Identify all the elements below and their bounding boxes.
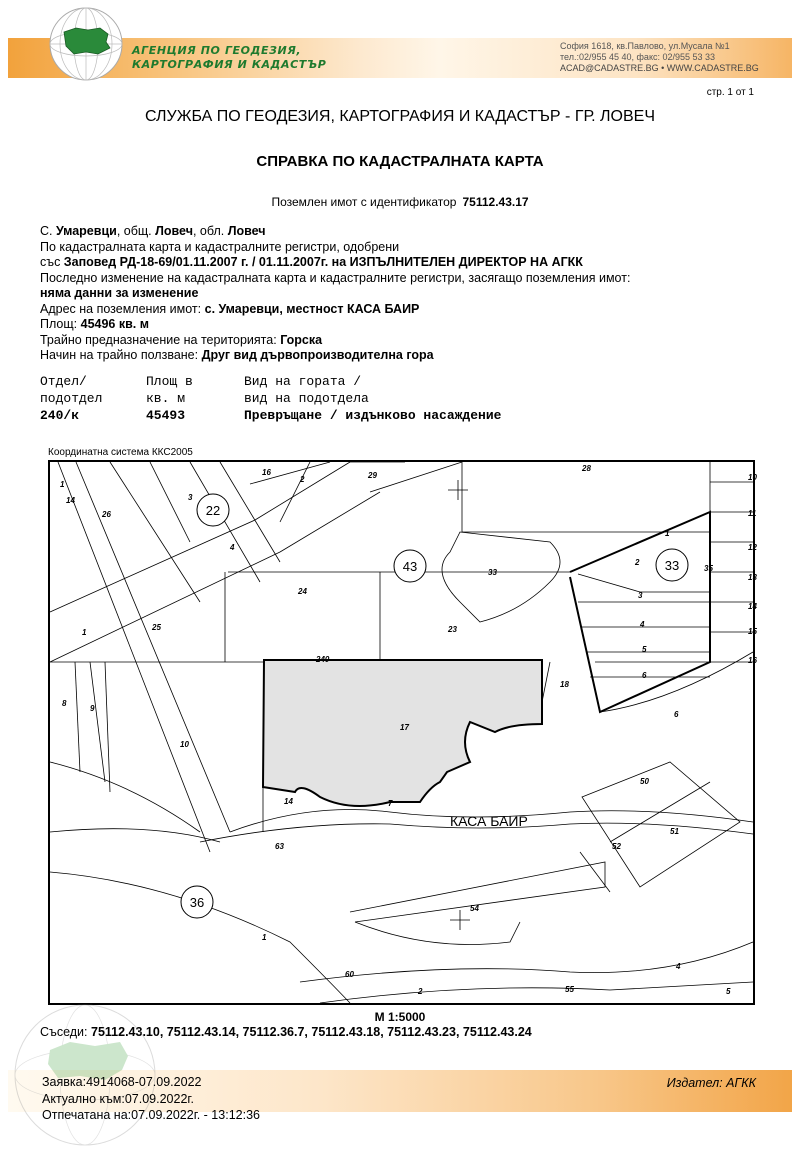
village-name: Умаревци — [55, 224, 117, 238]
actual-date: Актуално към:07.09.2022г. — [42, 1091, 194, 1106]
parcel-number: 55 — [565, 985, 574, 994]
order-prefix: със — [40, 255, 61, 269]
parcel-number: 63 — [275, 842, 284, 851]
agency-address: София 1618, кв.Павлово, ул.Мусала №1 — [560, 41, 730, 51]
parcel-number: 1 — [82, 628, 87, 637]
service-title: СЛУЖБА ПО ГЕОДЕЗИЯ, КАРТОГРАФИЯ И КАДАСТЪР - ГР. ЛОВЕЧ — [145, 108, 655, 125]
header-cell: Площ в — [146, 374, 193, 389]
location-line — [40, 224, 630, 240]
parcel-number: 2 — [300, 475, 305, 484]
agency-contact — [560, 41, 759, 74]
parcel-number: 6 — [674, 710, 679, 719]
area-line — [40, 317, 630, 333]
parcel-number: 1 — [262, 933, 267, 942]
neighbors-label: Съседи: — [40, 1025, 88, 1039]
parcel-number: 5 — [726, 987, 731, 996]
header-cell: подотдел — [40, 391, 103, 406]
parcel-number: 3 — [188, 493, 193, 502]
parcel-number: 1 — [60, 480, 65, 489]
parcel-number: 51 — [670, 827, 679, 836]
map-scale: М 1:5000 — [374, 1010, 426, 1024]
approved-text: По кадастралната карта и кадастралните регистри, одобрени — [40, 239, 400, 254]
purpose-line — [40, 333, 630, 349]
table-row — [40, 407, 501, 424]
parcel-number: 33 — [488, 568, 497, 577]
municipality-prefix: , общ. — [116, 224, 152, 238]
last-change-value: няма данни за изменение — [40, 286, 199, 300]
parcel-number: 7 — [388, 799, 393, 808]
circle-label: 33 — [664, 558, 680, 573]
table-cell: 45493 — [146, 408, 186, 423]
usage-line — [40, 348, 630, 364]
parcel-number: 17 — [400, 723, 409, 732]
agency-name — [132, 44, 326, 72]
usage-value: Друг вид дървопроизводителна гора — [201, 348, 434, 362]
identifier-label: Поземлен имот с идентификатор — [271, 195, 457, 209]
circle-label: 36 — [189, 895, 205, 910]
circle-label: 43 — [402, 559, 418, 574]
identifier-value: 75112.43.17 — [462, 195, 529, 209]
watermark-globe-icon — [10, 990, 160, 1155]
parcel-number: 11 — [748, 509, 757, 518]
printed-date: Отпечатана на:07.09.2022г. - 13:12:36 — [42, 1108, 260, 1122]
page-number: стр. 1 от 1 — [706, 87, 754, 98]
neighbors-value: 75112.43.10, 75112.43.14, 75112.36.7, 75112.43.18, 75112.43.23, 75112.43.24 — [91, 1025, 532, 1039]
parcel-number: 13 — [748, 573, 757, 582]
cadastral-map[interactable] — [48, 460, 755, 1005]
address-line — [40, 302, 630, 318]
region-prefix: , обл. — [192, 224, 225, 238]
document-title: СПРАВКА ПО КАДАСТРАЛНАТА КАРТА — [256, 153, 544, 170]
header-cell: Отдел/ — [40, 374, 87, 389]
parcel-number: 14 — [66, 496, 75, 505]
parcel-number: 1 — [665, 529, 670, 538]
agency-name-line2: КАРТОГРАФИЯ И КАДАСТЪР — [132, 58, 327, 71]
parcel-number: 14 — [748, 602, 757, 611]
address-label: Адрес на поземления имот: — [40, 301, 202, 316]
village-prefix: С. — [40, 224, 53, 238]
parcel-number: 14 — [284, 797, 293, 806]
header-cell: вид на подотдела — [244, 391, 369, 406]
header-cell: Вид на гората / — [244, 374, 362, 389]
block-33-boundary — [570, 512, 710, 712]
table-cell: Превръщане / издънково насаждение — [244, 408, 502, 423]
parcel-number: 28 — [582, 464, 591, 473]
usage-label: Начин на трайно ползване: — [40, 348, 199, 362]
subdivision-table — [40, 373, 501, 424]
table-header-row — [40, 390, 501, 407]
parcel-number: 9 — [90, 704, 95, 713]
request-number: Заявка:4914068-07.09.2022 — [42, 1075, 202, 1089]
coordinate-system-label: Координатна система ККС2005 — [48, 447, 193, 458]
parcel-number: 15 — [748, 627, 757, 636]
agency-email-web: ACAD@CADASTRE.BG • WWW.CADASTRE.BG — [560, 63, 759, 73]
agency-name-line1: АГЕНЦИЯ ПО ГЕОДЕЗИЯ, — [132, 44, 302, 57]
parcel-number: 2 — [418, 987, 423, 996]
municipality-name: Ловеч — [155, 224, 193, 238]
subject-parcel-17 — [263, 660, 542, 806]
parcel-number: 2 — [635, 558, 640, 567]
parcel-number: 12 — [748, 543, 757, 552]
parcel-number: 10 — [180, 740, 189, 749]
parcel-number: 60 — [345, 970, 354, 979]
parcel-number-labels — [60, 464, 757, 996]
parcel-number: 6 — [642, 671, 647, 680]
parcel-number: 52 — [612, 842, 621, 851]
parcel-number: 24 — [298, 587, 307, 596]
parcel-number: 240 — [316, 655, 330, 664]
property-info — [40, 224, 630, 364]
identifier-line — [0, 195, 800, 209]
parcel-number: 5 — [642, 645, 647, 654]
purpose-label: Трайно предназначение на територията: — [40, 332, 277, 347]
parcel-number: 4 — [640, 620, 645, 629]
parcel-number: 4 — [676, 962, 681, 971]
parcel-number: 4 — [230, 543, 235, 552]
locality-label: КАСА БАИР — [450, 813, 528, 829]
parcel-number: 8 — [62, 699, 67, 708]
parcel-number: 25 — [152, 623, 161, 632]
table-cell: 240/к — [40, 408, 80, 423]
address-value: с. Умаревци, местност КАСА БАИР — [204, 301, 420, 316]
map-drawing — [50, 462, 757, 1003]
parcel-number: 50 — [640, 777, 649, 786]
parcel-number: 35 — [704, 564, 713, 573]
table-header-row — [40, 373, 501, 390]
parcel-number: 16 — [748, 656, 757, 665]
parcel-number: 16 — [262, 468, 271, 477]
parcel-number: 29 — [368, 471, 377, 480]
publisher: Издател: АГКК — [666, 1076, 756, 1090]
parcel-number: 3 — [638, 591, 643, 600]
parcel-number: 23 — [448, 625, 457, 634]
last-change-label: Последно изменение на кадастралната карта и кадастралните регистри, засягащо поземления имот: — [40, 270, 631, 285]
agency-logo-globe-icon — [48, 6, 124, 82]
order-line — [40, 255, 630, 271]
parcel-number: 10 — [748, 473, 757, 482]
parcel-number: 54 — [470, 904, 479, 913]
parcel-number: 18 — [560, 680, 569, 689]
area-value: 45496 кв. м — [80, 317, 149, 331]
footer-meta — [42, 1074, 260, 1124]
region-name: Ловеч — [227, 224, 266, 238]
parcel-number: 26 — [102, 510, 111, 519]
area-label: Площ: — [40, 317, 78, 331]
purpose-value: Горска — [280, 332, 323, 347]
circle-label: 22 — [205, 503, 221, 518]
agency-phone: тел.:02/955 45 40, факс: 02/955 53 33 — [560, 52, 716, 62]
header-cell: кв. м — [146, 391, 186, 406]
order-text: Заповед РД-18-69/01.11.2007 г. / 01.11.2007г. на ИЗПЪЛНИТЕЛЕН ДИРЕКТОР НА АГКК — [63, 255, 583, 269]
